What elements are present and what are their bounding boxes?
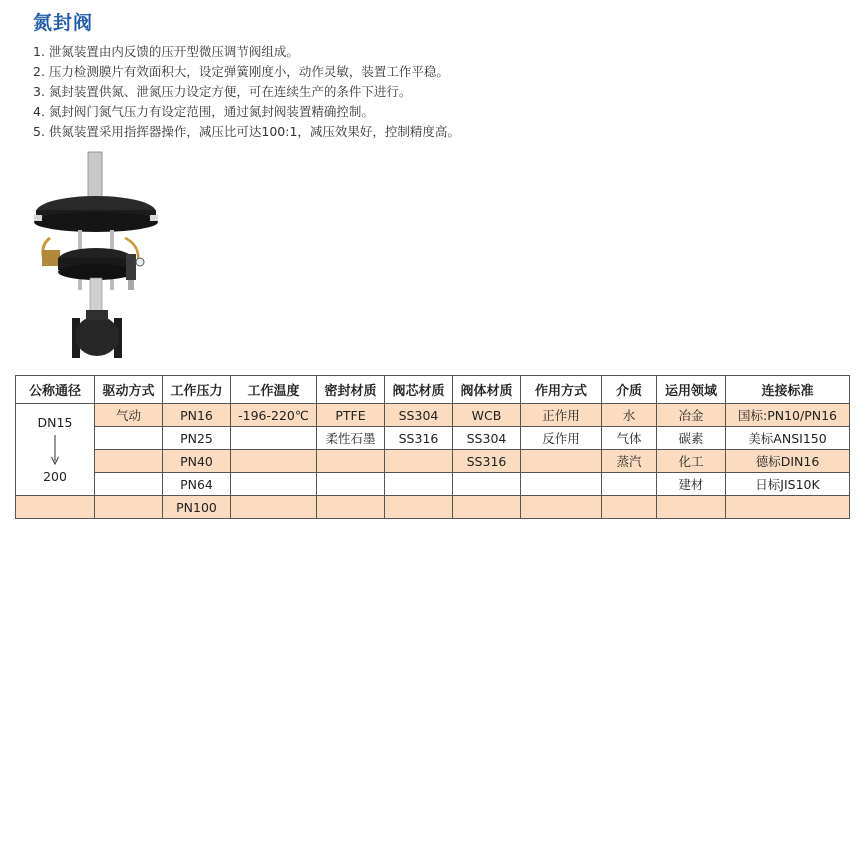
table-cell: 气动 (95, 404, 163, 427)
table-cell (602, 473, 657, 496)
spec-table (15, 375, 850, 519)
table-cell: 气体 (602, 427, 657, 450)
table-cell: SS304 (385, 404, 453, 427)
column-header: 驱动方式 (95, 376, 163, 404)
table-cell: 化工 (657, 450, 726, 473)
column-header: 工作温度 (231, 376, 317, 404)
column-header: 工作压力 (163, 376, 231, 404)
table-cell (95, 450, 163, 473)
table-cell (521, 450, 602, 473)
column-header: 介质 (602, 376, 657, 404)
table-cell (657, 496, 726, 519)
table-cell (521, 473, 602, 496)
table-cell: 日标JIS10K (726, 473, 850, 496)
table-cell: SS304 (453, 427, 521, 450)
column-header: 阀芯材质 (385, 376, 453, 404)
arrow-down-icon (50, 435, 60, 465)
table-cell: 美标ANSI150 (726, 427, 850, 450)
table-cell: 柔性石墨 (317, 427, 385, 450)
table-cell: PN25 (163, 427, 231, 450)
dn-bottom-value: 200 (43, 468, 67, 484)
table-cell (95, 496, 163, 519)
feature-item: 3. 氮封装置供氮、泄氮压力设定方便，可在连续生产的条件下进行。 (33, 84, 412, 99)
table-cell: PN64 (163, 473, 231, 496)
table-cell: SS316 (385, 427, 453, 450)
table-cell (231, 427, 317, 450)
nitrogen-seal-valve-image (30, 150, 162, 362)
table-cell: 正作用 (521, 404, 602, 427)
feature-list (33, 42, 460, 142)
table-cell (231, 450, 317, 473)
table-row (16, 404, 850, 427)
table-cell: PTFE (317, 404, 385, 427)
table-cell (95, 427, 163, 450)
table-cell (453, 496, 521, 519)
table-row (16, 427, 850, 450)
table-cell (385, 496, 453, 519)
feature-item: 5. 供氮装置采用指挥器操作，减压比可达100:1，减压效果好，控制精度高。 (33, 124, 460, 139)
table-cell: 德标DIN16 (726, 450, 850, 473)
feature-item: 4. 氮封阀门氮气压力有设定范围，通过氮封阀装置精确控制。 (33, 104, 374, 119)
table-cell: 冶金 (657, 404, 726, 427)
column-header: 连接标准 (726, 376, 850, 404)
table-cell (602, 496, 657, 519)
table-header-row (16, 376, 850, 404)
table-row (16, 473, 850, 496)
table-cell (231, 473, 317, 496)
table-cell: PN100 (163, 496, 231, 519)
table-cell: 国标:PN10/PN16 (726, 404, 850, 427)
column-header: 密封材质 (317, 376, 385, 404)
table-row (16, 496, 850, 519)
table-cell: SS316 (453, 450, 521, 473)
nominal-diameter-cell (16, 404, 95, 496)
feature-item: 1. 泄氮装置由内反馈的压开型微压调节阀组成。 (33, 44, 299, 59)
column-header: 公称通径 (16, 376, 95, 404)
table-cell (385, 450, 453, 473)
table-cell: 水 (602, 404, 657, 427)
table-cell (726, 496, 850, 519)
table-cell: 蒸汽 (602, 450, 657, 473)
column-header: 运用领域 (657, 376, 726, 404)
table-cell (521, 496, 602, 519)
table-cell (231, 496, 317, 519)
table-cell: 碳素 (657, 427, 726, 450)
table-cell: -196-220℃ (231, 404, 317, 427)
table-cell (317, 496, 385, 519)
table-cell: PN16 (163, 404, 231, 427)
table-row (16, 450, 850, 473)
table-cell: 建材 (657, 473, 726, 496)
table-cell (453, 473, 521, 496)
table-cell (385, 473, 453, 496)
table-cell (317, 473, 385, 496)
feature-item: 2. 压力检测膜片有效面积大，设定弹簧刚度小，动作灵敏，装置工作平稳。 (33, 64, 449, 79)
column-header: 阀体材质 (453, 376, 521, 404)
table-cell (16, 496, 95, 519)
table-cell: 反作用 (521, 427, 602, 450)
column-header: 作用方式 (521, 376, 602, 404)
table-cell: PN40 (163, 450, 231, 473)
page-title: 氮封阀 (33, 12, 94, 34)
table-cell (317, 450, 385, 473)
table-cell: WCB (453, 404, 521, 427)
dn-top-value: DN15 (37, 414, 73, 430)
table-cell (95, 473, 163, 496)
